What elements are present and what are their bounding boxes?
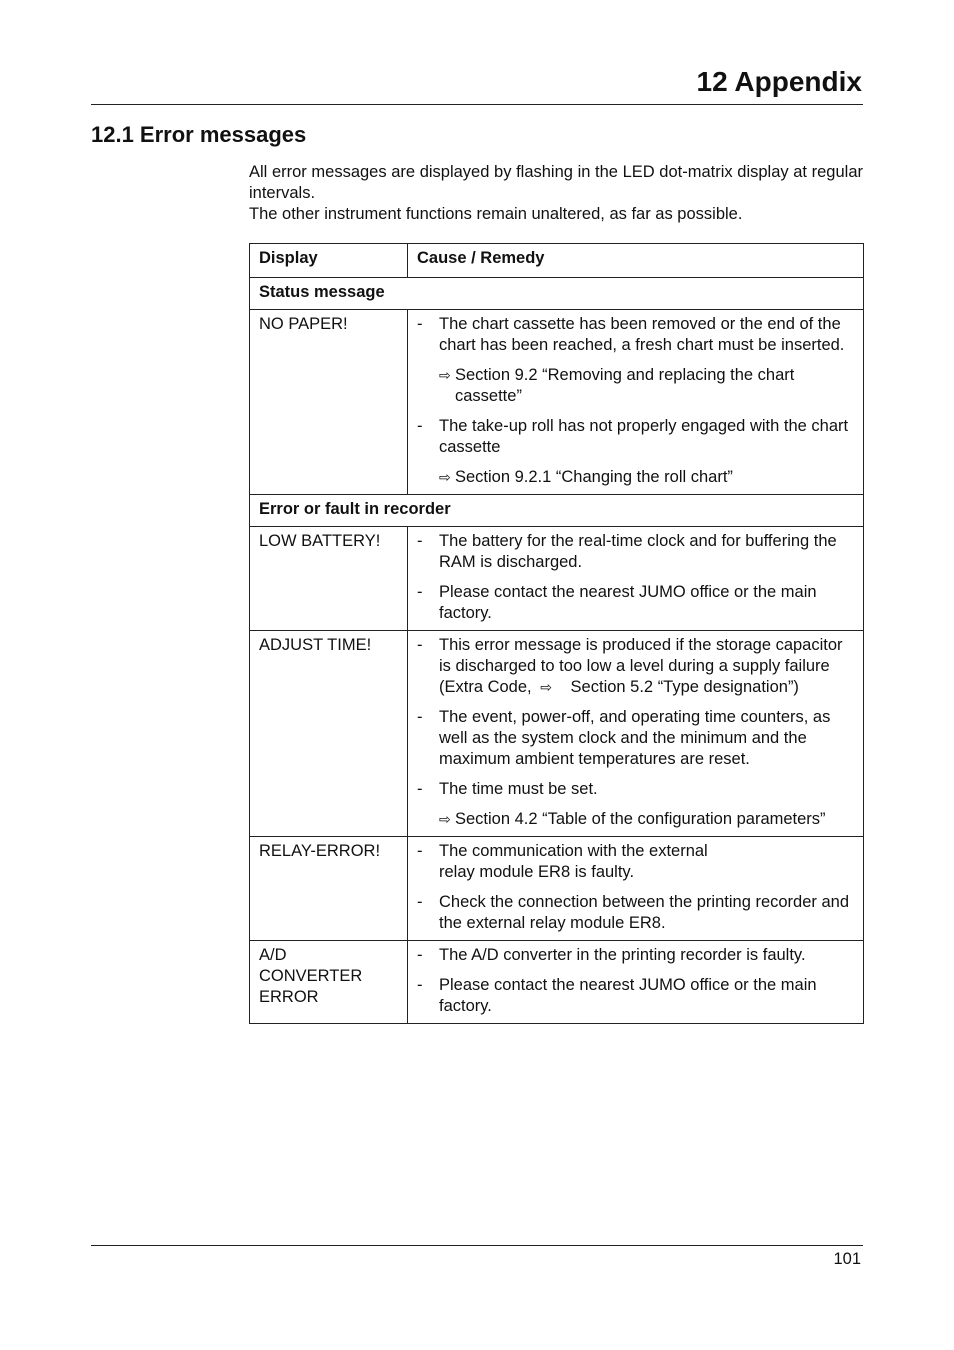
table-row (250, 310, 864, 495)
remedy-text: The take-up roll has not properly engaged with the chart cassette (439, 417, 849, 456)
section-reference (439, 365, 854, 407)
group-row (250, 495, 864, 527)
table-row (250, 837, 864, 941)
error-messages-table (249, 243, 864, 1024)
intro-text (249, 162, 863, 225)
dash-bullet: - (417, 636, 423, 654)
dash-bullet: - (417, 532, 423, 550)
dash-bullet: - (417, 315, 423, 333)
remedy-cell (408, 837, 864, 941)
remedy-text: This error message is produced if the storage capacitor is discharged to too low a level during a supply failure (439, 636, 843, 675)
group-row (250, 278, 864, 310)
column-header-display: Display (250, 244, 408, 278)
page-number: 101 (833, 1250, 861, 1268)
extra-code-reference: (Extra Code, ⇨ Section 5.2 “Type designation”) (439, 678, 799, 696)
reference-text: Section 9.2.1 “Changing the roll chart” (455, 468, 733, 486)
remedy-cell (408, 631, 864, 837)
table-row (250, 527, 864, 631)
remedy-text: relay module ER8 is faulty. (439, 863, 635, 881)
dash-bullet: - (417, 946, 423, 964)
dash-bullet: - (417, 976, 423, 994)
group-status-message: Status message (250, 278, 864, 310)
dash-bullet: - (417, 842, 423, 860)
remedy-text: The A/D converter in the printing recorder is faulty. (439, 946, 806, 964)
remedy-text: Check the connection between the printing recorder and the external relay module ER8. (439, 893, 850, 932)
list-item (417, 582, 854, 624)
column-header-cause-remedy: Cause / Remedy (408, 244, 864, 278)
reference-text: Section 9.2 “Removing and replacing the chart cassette” (455, 366, 795, 405)
table-header-row (250, 244, 864, 278)
dash-bullet: - (417, 583, 423, 601)
remedy-text: The time must be set. (439, 780, 598, 798)
section-title: 12.1 Error messages (91, 122, 307, 147)
reference-text: Section 4.2 “Table of the configuration parameters” (455, 810, 826, 828)
dash-bullet: - (417, 893, 423, 911)
chapter-title: 12 Appendix (696, 66, 862, 97)
intro-paragraph: The other instrument functions remain unaltered, as far as possible. (249, 205, 743, 223)
arrow-right-icon: ⇨ (540, 679, 552, 695)
display-cell: LOW BATTERY! (250, 527, 408, 631)
dash-bullet: - (417, 780, 423, 798)
dash-bullet: - (417, 708, 423, 726)
display-cell: NO PAPER! (250, 310, 408, 495)
group-error-fault: Error or fault in recorder (250, 495, 864, 527)
remedy-text: The battery for the real-time clock and for buffering the RAM is discharged. (439, 532, 837, 571)
list-item (417, 892, 854, 934)
list-item (417, 707, 854, 770)
header-rule (91, 104, 863, 105)
footer-rule (91, 1245, 863, 1246)
remedy-text: Please contact the nearest JUMO office or the main factory. (439, 583, 817, 622)
remedy-text: The event, power-off, and operating time counters, as well as the system clock and the minimum and the maximum ambient temperatures are reset. (439, 708, 831, 768)
list-item (417, 945, 854, 966)
section-reference (439, 809, 854, 830)
list-item (417, 416, 854, 488)
list-item (417, 531, 854, 573)
arrow-right-icon: ⇨ (439, 811, 451, 827)
list-item (417, 635, 854, 698)
arrow-right-icon: ⇨ (439, 367, 451, 383)
display-cell: ADJUST TIME! (250, 631, 408, 837)
list-item (417, 975, 854, 1017)
list-item (417, 314, 854, 407)
table-row (250, 941, 864, 1024)
remedy-cell (408, 941, 864, 1024)
list-item (417, 779, 854, 830)
table-row (250, 631, 864, 837)
section-reference (439, 467, 854, 488)
display-cell: A/D CONVERTER ERROR (250, 941, 408, 1024)
remedy-cell (408, 527, 864, 631)
arrow-right-icon: ⇨ (439, 469, 451, 485)
intro-paragraph: All error messages are displayed by flashing in the LED dot-matrix display at regular intervals. (249, 163, 863, 202)
list-item (417, 841, 854, 883)
remedy-text: Please contact the nearest JUMO office or the main factory. (439, 976, 817, 1015)
display-cell: RELAY-ERROR! (250, 837, 408, 941)
remedy-cell (408, 310, 864, 495)
dash-bullet: - (417, 417, 423, 435)
remedy-text: The communication with the external (439, 842, 708, 860)
remedy-text: The chart cassette has been removed or the end of the chart has been reached, a fresh chart must be inserted. (439, 315, 845, 354)
